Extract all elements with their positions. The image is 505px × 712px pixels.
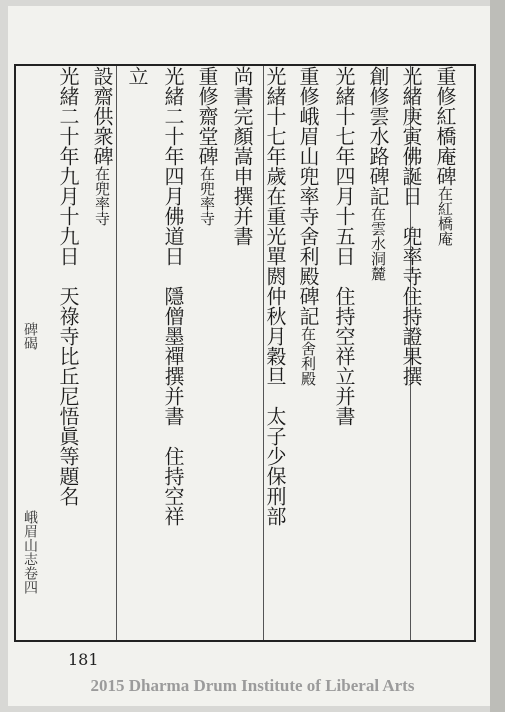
text-column: 光緒庚寅佛誕日 兜率寺住持證果撰: [399, 66, 423, 386]
page-edge: [490, 0, 505, 712]
watermark: 2015 Dharma Drum Institute of Liberal Arts: [90, 676, 415, 695]
stele-title-yunshui: 創修雲水路碑記在雲水洞麓: [366, 66, 390, 281]
text-column: 光緒二十年九月十九日 天祿寺比丘尼悟眞等題名: [56, 66, 80, 506]
text-column: 光緒十七年四月十五日 住持空祥立并書: [332, 66, 356, 426]
text-column: 光緒二十年四月佛道日 隱僧墨禪撰并書 住持空祥: [161, 66, 185, 526]
margin-section: 碑碣: [22, 322, 38, 350]
text-column: 光緒十七年歲在重光單閼仲秋月穀旦 太子少保刑部: [263, 66, 287, 526]
stele-title-hongqiao: 重修紅橋庵碑在紅橋庵: [433, 66, 457, 246]
text-column: 立: [125, 66, 149, 86]
text-frame: [14, 64, 476, 642]
text-column: 尚書完顏嵩申撰并書: [230, 66, 254, 246]
stele-title-shezhai: 設齋供衆碑在兜率寺: [90, 66, 114, 226]
stele-title-sheli: 重修峨眉山兜率寺舍利殿碑記在舍利殿: [296, 66, 320, 386]
stele-title-zhaitang: 重修齋堂碑在兜率寺: [195, 66, 219, 226]
page-number: 181: [68, 650, 99, 669]
margin-book-title: 峨眉山志卷四: [22, 510, 38, 594]
